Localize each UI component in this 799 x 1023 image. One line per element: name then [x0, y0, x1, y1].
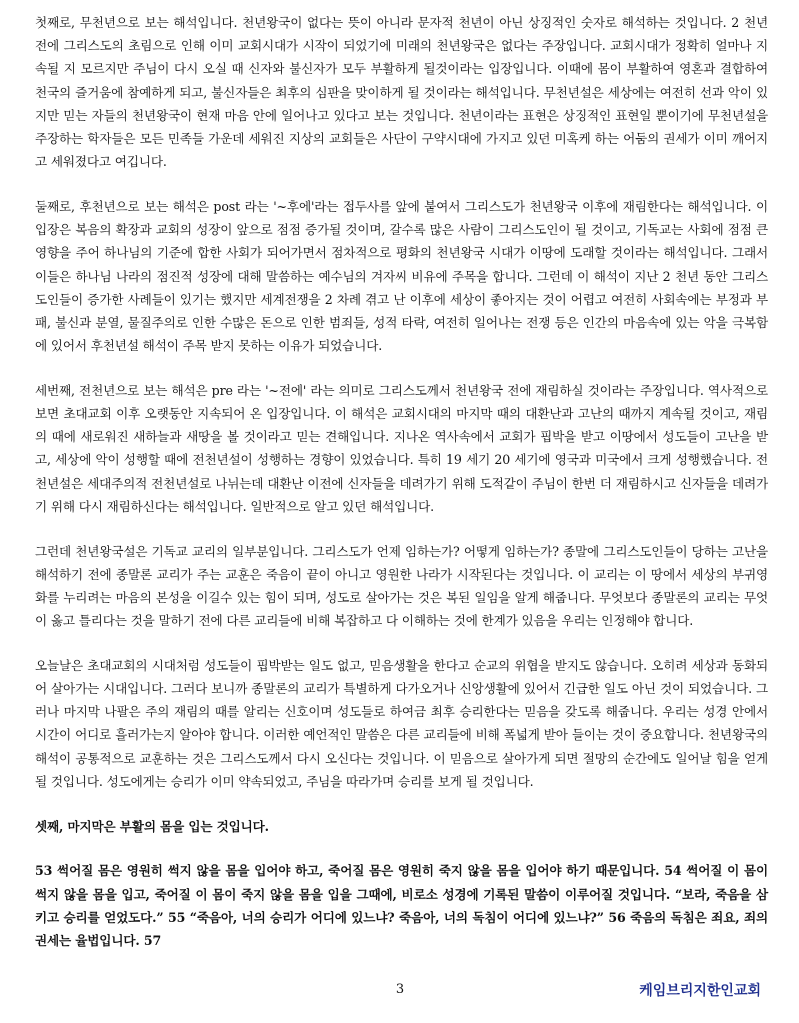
- paragraph-postmillennial: 둘째로, 후천년으로 보는 해석은 post 라는 '~후에'라는 접두사를 앞에 붙여서 그리스도가 천년왕국 이후에 재림한다는 해석입니다. 이 입장은 복음의 확장과 교회의 성장이 앞으로 점점 증가될 것이며, 갈수록 많은 사람이 그리스도인이 될 것이고, 기독교는 사회에 점점 큰 영향을 주어 하나님의 기준에 합한 사회가 되어가면서 점차적으로 평화의 천년왕국 시대가 이땅에 도래할 것이라는 해석입니다. 그래서 이들은 하나님 나라의 점진적 성장에 대해 말씀하는 예수님의 겨자씨 비유에 주목을 합니다. 그런데 이 해석이 지난 2 천년 동안 그리스도인들이 증가한 사례들이 있기는 했지만 세계전쟁을 2 차례 겪고 난 이후에 세상이 좋아지는 것이 어렵고 여전히 사회속에는 부정과 부패, 불신과 분열, 물질주의로 인한 수많은 돈으로 인한 범죄들, 성적 타락, 여전히 일어나는 전쟁 등은 인간의 마음속에 있는 악을 극복함에 있어서 후천년설 해석이 주목 받지 못하는 이유가 되었습니다.: [35, 198, 768, 354]
- paragraph-premillennial: 세번째, 전천년으로 보는 해석은 pre 라는 '~전에' 라는 의미로 그리스도께서 천년왕국 전에 재림하실 것이라는 주장입니다. 역사적으로 보면 초대교회 이후 오랫동안 지속되어 온 입장입니다. 이 해석은 교회시대의 마지막 때의 대환난과 고난의 때까지 계속될 것이고, 재림의 때에 새로워진 새하늘과 새땅을 볼 것이라고 믿는 견해입니다. 지나온 역사속에서 교회가 핍박을 받고 이땅에서 성도들이 고난을 받고, 세상에 악이 성행할 때에 전천년설이 성행하는 경향이 있었습니다. 특히 19 세기 20 세기에 영국과 미국에서 크게 성행했습니다. 전천년설은 세대주의적 전천년설로 나뉘는데 대환난 이전에 신자들을 데려가기 위해 도적같이 주님이 한번 더 재림하시고 신자들을 데려가기 위해 다시 재림하신다는 해석입니다. 일반적으로 알고 있던 해석입니다.: [35, 382, 768, 514]
- church-name: 케임브리지한인교회: [639, 983, 761, 999]
- paragraph-today: 오늘날은 초대교회의 시대처럼 성도들이 핍박받는 일도 없고, 믿음생활을 한다고 순교의 위협을 받지도 않습니다. 오히려 세상과 동화되어 살아가는 시대입니다. 그러다 보니까 종말론의 교리가 특별하게 다가오거나 신앙생활에 있어서 긴급한 일도 아닌 것이 되었습니다. 그러나 마지막 나팔은 주의 재림의 때를 알리는 신호이며 성도들로 하여금 최후 승리한다는 믿음을 갖도록 해줍니다. 우리는 성경 안에서 시간이 어디로 흘러가는지 알아야 합니다. 이러한 예언적인 말씀은 다른 교리들에 비해 폭넓게 받아 들이는 것이 중요합니다. 천년왕국의 해석이 공통적으로 교훈하는 것은 그리스도께서 다시 오신다는 것입니다. 이 믿음으로 살아가게 되면 절망의 순간에도 일어날 힘을 얻게 될 것입니다. 성도에게는 승리가 이미 약속되었고, 주님을 따라가며 승리를 보게 될 것입니다.: [35, 657, 768, 789]
- document-body: [35, 11, 768, 974]
- paragraph-amillennial: 첫째로, 무천년으로 보는 해석입니다. 천년왕국이 없다는 뜻이 아니라 문자적 천년이 아닌 상징적인 숫자로 해석하는 것입니다. 2 천년 전에 그리스도의 초림으로 인해 이미 교회시대가 시작이 되었기에 미래의 천년왕국은 없다는 주장입니다. 교회시대가 정확히 얼마나 지속될 지 모르지만 주님이 다시 오실 때 신자와 불신자가 모두 부활하게 될것이라는 입장입니다. 이때에 몸이 부활하여 영혼과 결합하여 천국의 즐거움에 참예하게 되고, 불신자들은 최후의 심판을 맞이하게 될 것이라는 해석입니다. 무천년설은 세상에는 여전히 선과 악이 있지만 믿는 자들의 천년왕국이 현재 마음 안에 일어나고 있다고 보는 것입니다. 천년이라는 표현은 상징적인 표현일 뿐이기에 무천년설을 주장하는 학자들은 모든 민족들 가운데 세워진 지상의 교회들은 사단이 구약시대에 가지고 있던 미혹케 하는 어둠의 권세가 이미 깨어지고 세워졌다고 여깁니다.: [35, 15, 768, 170]
- paragraph-millennium-doctrine: 그런데 천년왕국설은 기독교 교리의 일부분입니다. 그리스도가 언제 임하는가? 어떻게 임하는가? 종말에 그리스도인들이 당하는 고난을 해석하기 전에 종말론 교리가 주는 교훈은 죽음이 끝이 아니고 영원한 나라가 시작된다는 것입니다. 이 교리는 이 땅에서 세상의 부귀영화를 누리려는 마음의 본성을 이길수 있는 힘이 되며, 성도로 살아가는 것은 복된 일임을 알게 해줍니다. 무엇보다 종말론의 교리는 무엇이 옳고 틀리다는 것을 말하기 전에 다른 교리들에 비해 복잡하고 다 이해하는 것에 한계가 있음을 우리는 인정해야 합니다.: [35, 543, 768, 629]
- section-heading-resurrection: 셋째, 마지막은 부활의 몸을 입는 것입니다.: [35, 818, 269, 834]
- scripture-quote: 53 썩어질 몸은 영원히 썩지 않을 몸을 입어야 하고, 죽어질 몸은 영원히 죽지 않을 몸을 입어야 하기 때문입니다. 54 썩어질 이 몸이 썩지 않을 몸을 입고, 죽어질 이 몸이 죽지 않을 몸을 입을 그때에, 비로소 성경에 기록된 말씀이 이루어질 것입니다. “보라, 죽음을 삼키고 승리를 얻었도다.” 55 “죽음아, 너의 승리가 어디에 있느냐? 죽음아, 너의 독침이 어디에 있느냐?” 56 죽음의 독침은 죄요, 죄의 권세는 율법입니다. 57: [35, 863, 768, 948]
- page-number: 3: [395, 982, 405, 997]
